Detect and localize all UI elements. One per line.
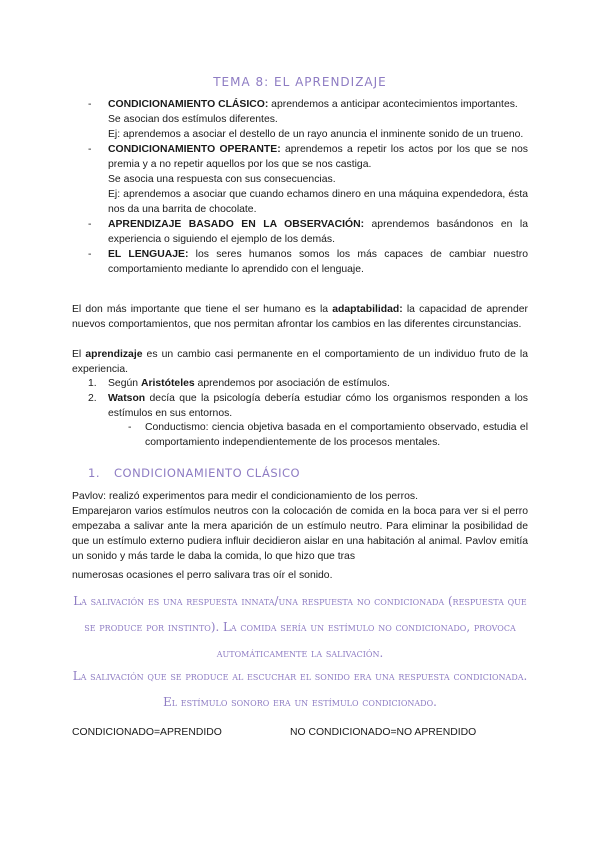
- list-item: [88, 142, 528, 217]
- list-item: [88, 391, 528, 421]
- item-number: 2.: [88, 393, 97, 404]
- section-title: CONDICIONAMIENTO CLÁSICO: [113, 466, 301, 480]
- note-line: Ej: aprendemos a asociar el destello de un rayo anuncia el inminente sonido de un trueno.: [108, 129, 524, 140]
- text-run: El: [72, 349, 86, 360]
- bold-term: adaptabilidad:: [332, 304, 403, 315]
- footer-right: NO CONDICIONADO=NO APRENDIDO: [290, 727, 477, 738]
- conductism-subitem: [128, 420, 528, 450]
- note-line: Ej: aprendemos a asociar que cuando echamos dinero en una máquina expendedora, ésta nos da una barrita de chocolate.: [108, 189, 528, 215]
- text-line: Pavlov: realizó experimentos para medir el condicionamiento de los perros.: [72, 491, 418, 502]
- term: APRENDIZAJE BASADO EN LA OBSERVACIÓN:: [108, 219, 365, 230]
- list-item: [88, 247, 528, 277]
- bold-term: Aristóteles: [140, 378, 195, 389]
- handwritten-note: La salivación que se produce al escuchar el sonido era una respuesta condicionada. El estímulo sonoro era un estímulo condicionado.: [72, 669, 528, 709]
- text-run: la capacidad de aprender nuevos comportamientos, que nos permitan afrontar los cambios en las diferentes circunstancias.: [72, 304, 528, 330]
- learning-types-list: [88, 97, 528, 277]
- definition: aprendemos basándonos en la experiencia o siguiendo el ejemplo de los demás.: [108, 219, 528, 245]
- item-number: 1.: [88, 378, 97, 389]
- list-item: [88, 97, 528, 142]
- list-item: - Conductismo: ciencia objetiva basada en el comportamiento observado, estudia el comportamiento independientemente de los procesos mentales.: [128, 420, 528, 450]
- bold-term: Watson: [108, 393, 146, 404]
- page-title: TEMA 8: EL APRENDIZAJE: [213, 75, 387, 89]
- definition: aprendemos a anticipar acontecimientos importantes.: [268, 99, 518, 110]
- text-run: es un cambio casi permanente en el comportamiento de un individuo fruto de la experiencia.: [72, 349, 528, 375]
- term: CONDICIONAMIENTO CLÁSICO:: [108, 99, 269, 110]
- note-line: Se asocian dos estímulos diferentes.: [108, 114, 278, 125]
- text-run: El don más importante que tiene el ser humano es la: [72, 304, 333, 315]
- pavlov-paragraph: [72, 489, 528, 564]
- bold-term: aprendizaje: [85, 349, 143, 360]
- section-heading: [88, 466, 300, 480]
- text-run: Según: [108, 378, 141, 389]
- term: CONDICIONAMIENTO OPERANTE:: [108, 144, 281, 155]
- definition: aprendemos a repetir los actos por los que se nos premia y a no repetir aquellos por los que se nos castiga.: [108, 144, 529, 170]
- definition: los seres humanos somos los más capaces de cambiar nuestro comportamiento mediante lo aprendido con el lenguaje.: [108, 249, 528, 275]
- text-run: aprendemos por asociación de estímulos.: [194, 378, 390, 389]
- learning-definition-paragraph: [72, 347, 528, 377]
- handwritten-note: La salivación es una respuesta innata/una respuesta no condicionada (respuesta que se produce por instinto). La comida sería un estímulo no condicionado, provoca automáticamente la salivación.: [73, 594, 527, 660]
- authors-list: [88, 376, 528, 421]
- pavlov-paragraph-end: numerosas ocasiones el perro salivara tras oír el sonido.: [72, 570, 333, 581]
- text-line: Emparejaron varios estímulos neutros con la colocación de comida en la boca para ver si el perro empezaba a salivar ante la mera aparición de un estímulo neutro. Para eliminar la posibilidad de que un estímulo externo pudiera influir decidieron aislar en una habitación al animal. Pavlov emitía un sonido y más tarde le daba la comida, lo que hizo que tras: [72, 506, 528, 562]
- adaptability-paragraph: [72, 302, 528, 332]
- term: EL LENGUAJE:: [108, 249, 189, 260]
- list-item: [88, 376, 528, 391]
- section-number: 1.: [88, 466, 100, 480]
- text-run: decía que la psicología debería estudiar cómo los organismos responden a los estímulos en sus entornos.: [108, 393, 528, 419]
- list-item: [88, 217, 528, 247]
- footer-left: CONDICIONADO=APRENDIDO: [72, 727, 222, 738]
- note-line: Se asocia una respuesta con sus consecuencias.: [108, 174, 336, 185]
